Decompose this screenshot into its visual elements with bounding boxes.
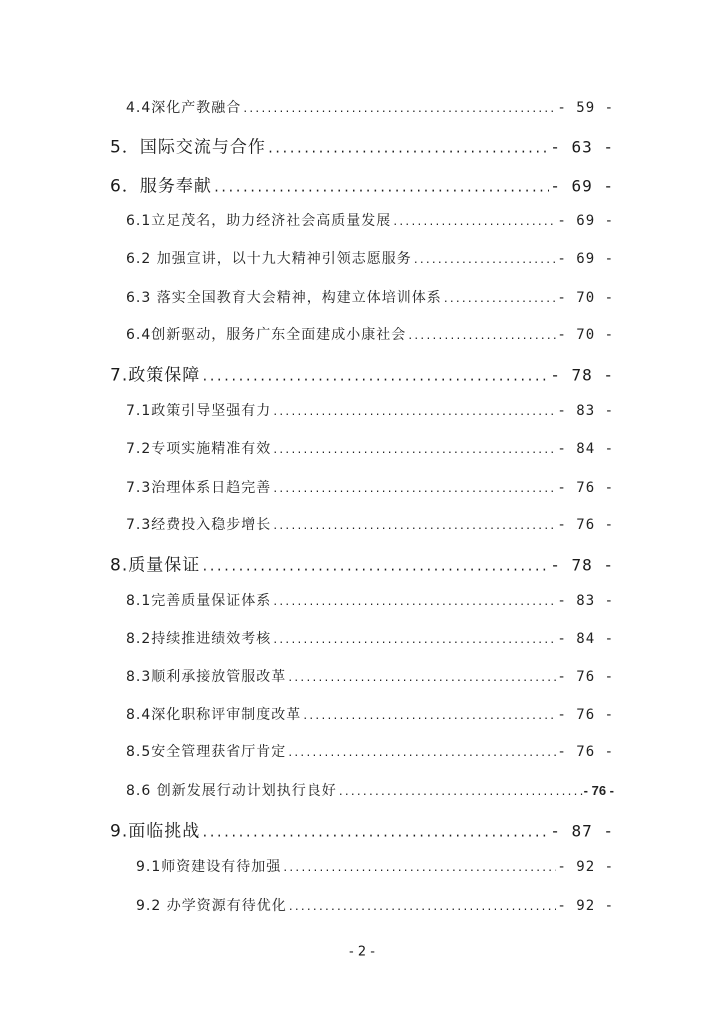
toc-entry-title: 8.质量保证 [110,555,201,576]
toc-entry[interactable] [126,477,614,497]
toc-entry-title: 6.3 落实全国教育大会精神，构建立体培训体系 [126,290,442,306]
toc-entry[interactable] [126,666,614,686]
toc-entry-page: - 76 - [557,707,614,723]
leader-dots [287,673,556,684]
page-number: - 2 - [349,944,375,960]
leader-dots [201,826,549,840]
toc-entry-page: - 83 - [557,593,614,609]
toc-entry[interactable] [126,741,614,761]
toc-entry-page: - 76 - [557,517,614,533]
toc-entry[interactable] [110,133,614,158]
toc-entry[interactable] [126,704,614,724]
toc-entry-page: - 87 - [550,821,614,841]
leader-dots [282,863,556,874]
leader-dots [267,142,549,156]
leader-dots [272,484,556,495]
toc-entry-page: - 59 - [557,100,614,116]
toc-entry-title: 7.1政策引导坚强有力 [126,403,272,419]
toc-entry-page: - 92 - [557,859,614,875]
toc-entry-page: - 69 - [550,176,614,196]
toc-entry-title: 7.政策保障 [110,365,201,386]
toc-entry[interactable] [126,514,614,534]
toc-entry-title: 7.3经费投入稳步增长 [126,517,272,533]
leader-dots [287,748,556,759]
toc-entry-title: 9.面临挑战 [110,821,201,842]
toc-entry[interactable] [110,817,614,842]
toc-entry-title: 7.2专项实施精准有效 [126,441,272,457]
toc-entry[interactable] [126,248,614,268]
toc-entry-page: - 76 - [557,744,614,760]
toc-entry-page: - 92 - [557,898,614,914]
leader-dots [443,294,557,305]
toc-entry[interactable] [126,780,614,800]
leader-dots [201,370,549,384]
leader-dots [272,445,556,456]
toc-entry-title: 6．服务奉献 [110,176,212,197]
leader-dots [407,331,556,342]
toc-entry[interactable] [136,895,614,915]
toc-entry-title: 6.4创新驱动，服务广东全面建成小康社会 [126,327,407,343]
toc-entry[interactable] [126,438,614,458]
leader-dots [338,787,583,798]
leader-dots [242,104,556,115]
leader-dots [392,217,556,228]
toc-entry[interactable] [126,590,614,610]
toc-entry[interactable] [110,551,614,576]
leader-dots [213,181,549,195]
toc-entry[interactable] [126,287,614,307]
toc-entry-title: 8.2持续推进绩效考核 [126,631,272,647]
toc-entry-page: - 69 - [557,251,614,267]
toc-entry-title: 6.2 加强宣讲，以十九大精神引领志愿服务 [126,251,412,267]
toc-entry[interactable] [126,628,614,648]
toc-entry-page: - 76 - [557,480,614,496]
toc-entry-page: - 84 - [557,441,614,457]
leader-dots [288,902,557,913]
toc-entry-title: 6.1立足茂名，助力经济社会高质量发展 [126,213,392,229]
toc-entry-page: - 78 - [550,555,614,575]
leader-dots [413,255,557,266]
toc-entry-page: - 76 - [583,783,614,798]
toc-entry[interactable] [126,400,614,420]
toc-entry-title: 8.4深化职称评审制度改革 [126,707,302,723]
toc-entry[interactable] [110,361,614,386]
toc-entry[interactable] [126,97,614,117]
toc-entry-title: 7.3治理体系日趋完善 [126,480,272,496]
toc-entry-page: - 70 - [557,327,614,343]
toc-entry[interactable] [136,856,614,876]
leader-dots [302,711,556,722]
toc-entry-title: 8.1完善质量保证体系 [126,593,272,609]
toc-entry[interactable] [110,172,614,197]
toc-entry-title: 8.5安全管理获省厅肯定 [126,744,287,760]
toc-entry-page: - 70 - [557,290,614,306]
toc-entry-title: 9.1师资建设有待加强 [136,859,282,875]
leader-dots [272,407,556,418]
toc-entry-page: - 69 - [557,213,614,229]
toc-entry-title: 9.2 办学资源有待优化 [136,898,287,914]
toc-entry-page: - 78 - [550,365,614,385]
leader-dots [272,635,556,646]
toc-entry-page: - 84 - [557,631,614,647]
leader-dots [272,597,556,608]
toc-entry-title: 5．国际交流与合作 [110,137,266,158]
toc-entry-title: 4.4深化产教融合 [126,100,242,116]
toc-entry-page: - 63 - [550,137,614,157]
toc-entry-title: 8.6 创新发展行动计划执行良好 [126,783,337,799]
leader-dots [201,560,549,574]
toc-entry-page: - 83 - [557,403,614,419]
toc-entry-page: - 76 - [557,669,614,685]
toc-entry-title: 8.3顺利承接放管服改革 [126,669,287,685]
toc-entry[interactable] [126,210,614,230]
leader-dots [272,521,556,532]
toc-entry[interactable] [126,324,614,344]
